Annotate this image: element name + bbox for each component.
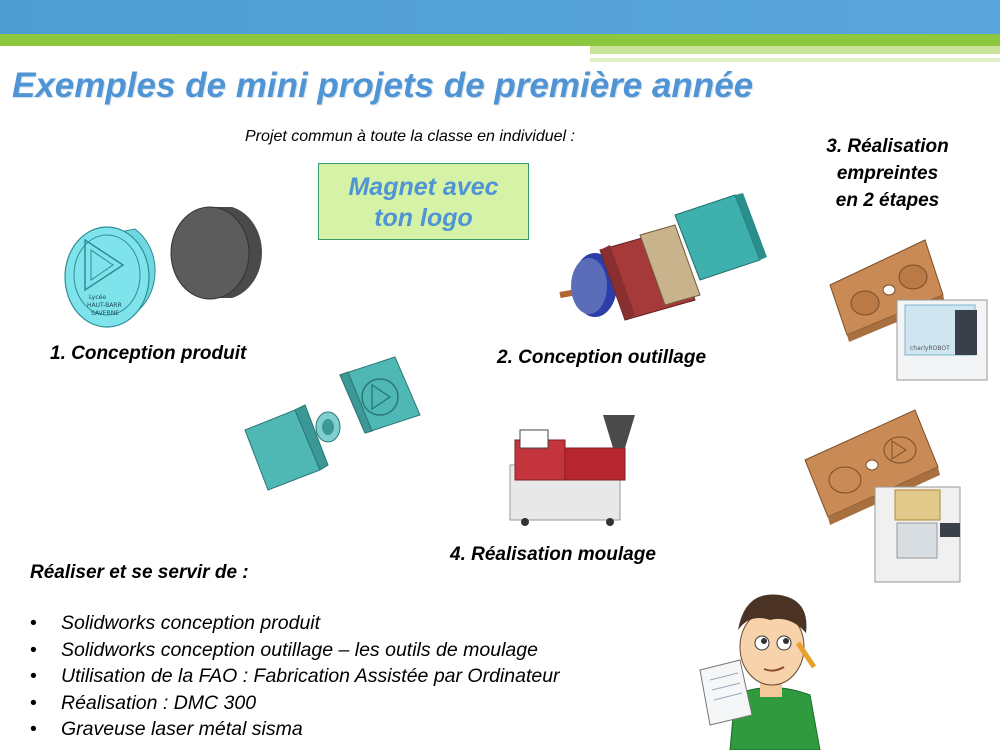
logo-text-line2: HAUT-BARR (87, 302, 122, 309)
thinking-student-cartoon (690, 585, 860, 750)
step-3-caption: 3. Réalisation empreintes en 2 étapes (826, 136, 949, 211)
injection-molding-machine (495, 410, 655, 530)
magnet-callout-box (318, 163, 529, 240)
product-magnet-illustration (55, 205, 275, 330)
list-item (30, 637, 560, 664)
skills-heading: Réaliser et se servir de : (30, 562, 249, 583)
bullet-glyph: • (30, 665, 37, 687)
list-item-text: Utilisation de la FAO : Fabrication Assistée par Ordinateur (61, 665, 560, 687)
cavity-plate-machining-illustration (825, 235, 1000, 385)
slide-title: Exemples de mini projets de première année (12, 66, 754, 105)
machine-screen (520, 430, 548, 448)
skills-list (30, 610, 560, 743)
cyan-magnet-body (65, 227, 155, 327)
step-2-caption: 2. Conception outillage (497, 347, 707, 368)
mold-half-left (245, 405, 328, 490)
header-band-green (0, 34, 1000, 46)
mold-insert-ring (316, 412, 340, 442)
list-item (30, 610, 560, 637)
machine-brand-label: charlyROBOT (910, 345, 950, 352)
engraving-illustration (800, 405, 1000, 585)
step-1-caption: 1. Conception produit (50, 343, 247, 364)
header-band-blue (0, 0, 1000, 34)
mold-half-right (340, 357, 420, 433)
grey-magnet-disc (171, 207, 262, 299)
header-band-stripe (590, 58, 1000, 62)
cnc-machine-dmc300 (897, 300, 987, 380)
student-head (738, 594, 806, 685)
header-band-light (590, 46, 1000, 54)
slide-subtitle: Projet commun à toute la classe en individuel : (245, 128, 575, 145)
list-item-text: Réalisation : DMC 300 (61, 691, 257, 714)
logo-text-line3: SAVERNE (91, 310, 119, 317)
bullet-glyph: • (30, 638, 37, 661)
logo-text-line1: Lycée (89, 294, 107, 301)
step-4-caption: 4. Réalisation moulage (450, 544, 656, 565)
list-item (30, 690, 560, 717)
mold-exploded-view (240, 355, 425, 500)
bullet-glyph: • (30, 718, 37, 740)
list-item (30, 663, 560, 690)
magnet-callout-text: Magnet avec ton logo (348, 173, 499, 232)
tooling-assembly-illustration (555, 190, 790, 330)
student-papers (700, 660, 752, 725)
bullet-glyph: • (30, 691, 37, 714)
laser-engraver-sisma (875, 487, 960, 582)
list-item-text: Graveuse laser métal sisma (61, 718, 303, 740)
list-item (30, 716, 560, 743)
machine-hopper (603, 415, 635, 448)
machine-injection-unit (565, 448, 625, 480)
bullet-glyph: • (30, 612, 37, 634)
list-item-text: Solidworks conception produit (61, 612, 321, 634)
list-item-text: Solidworks conception outillage – les outils de moulage (61, 638, 538, 661)
